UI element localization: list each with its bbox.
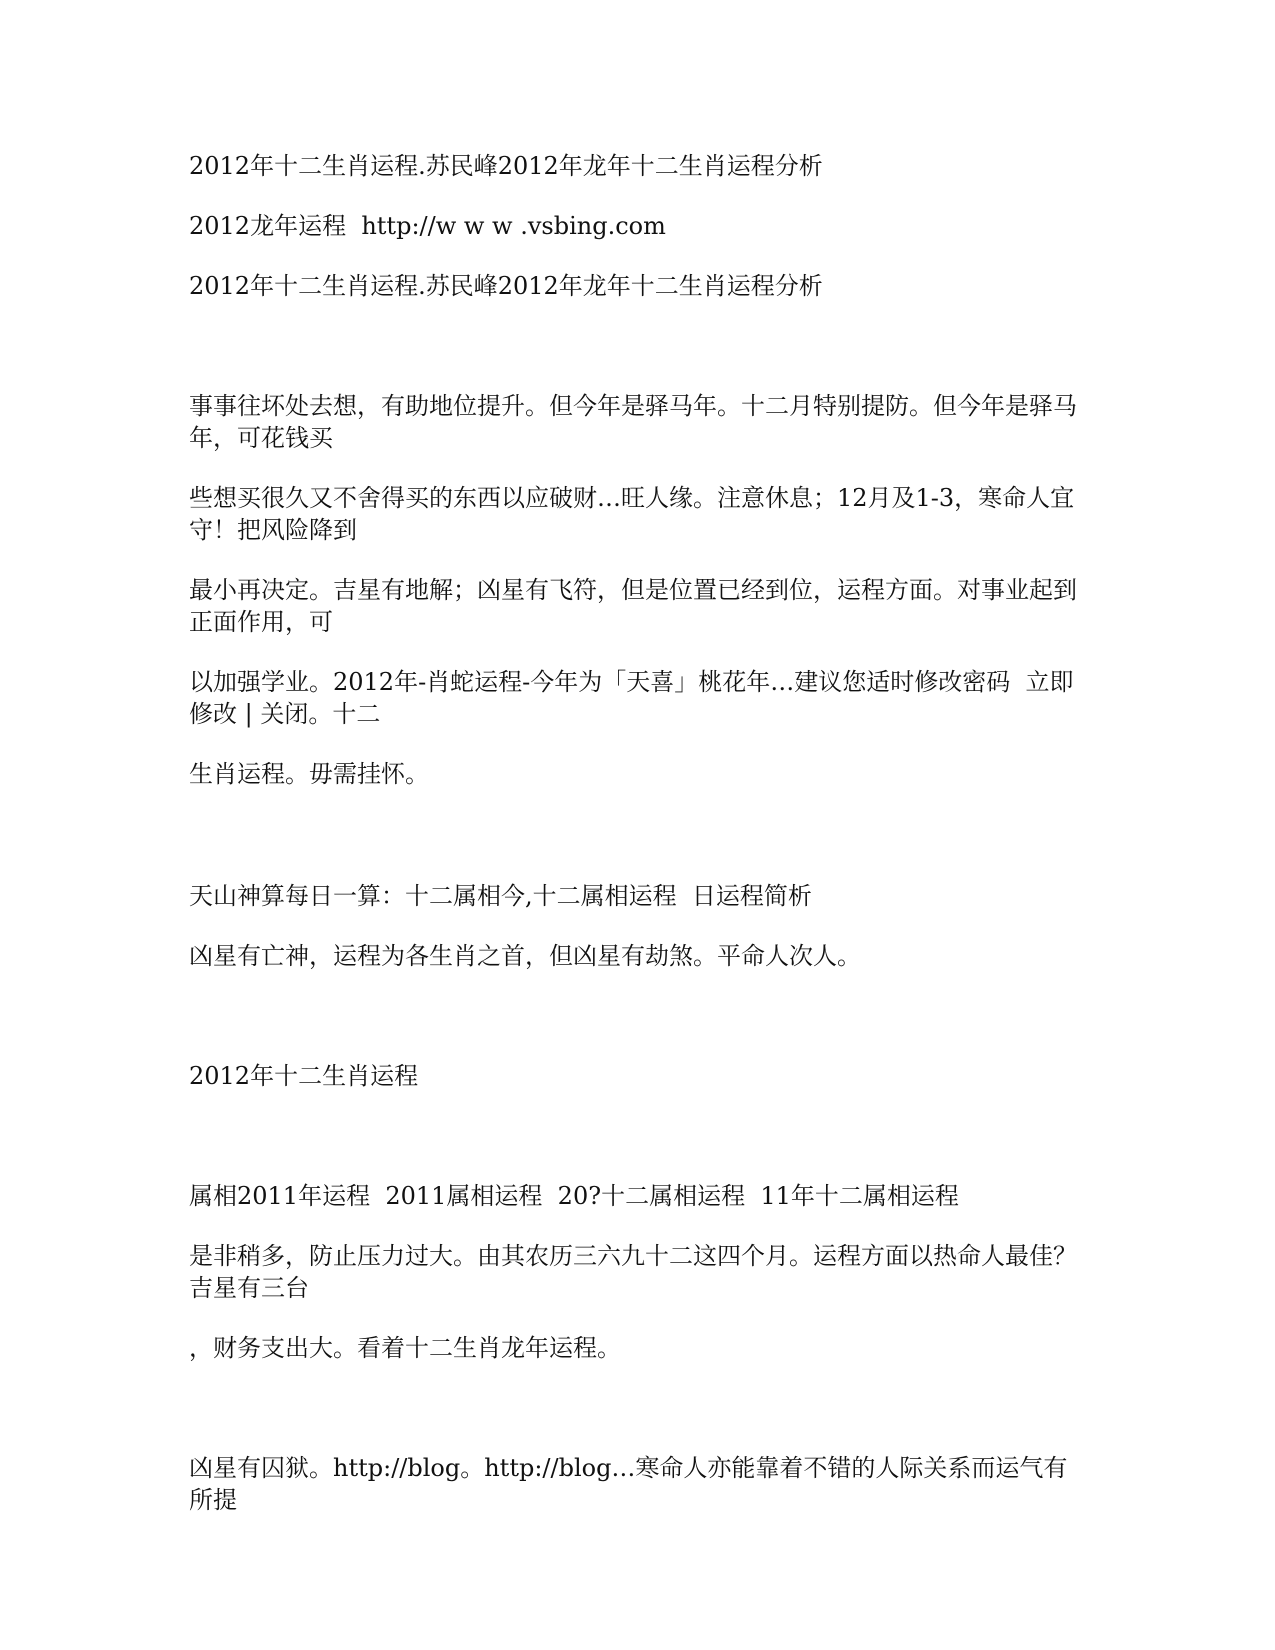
paragraph: ，财务支出大。看着十二生肖龙年运程。 xyxy=(189,1334,621,1362)
paragraph: 属相2011年运程 2011属相运程 20?十二属相运程 11年十二属相运程 xyxy=(189,1182,959,1210)
paragraph: 凶星有亡神，运程为各生肖之首，但凶星有劫煞。平命人次人。 xyxy=(189,942,861,970)
paragraph: 最小再决定。吉星有地解；凶星有飞符，但是位置已经到位，运程方面。对事业起到正面作用，可 xyxy=(189,576,1077,636)
text-line: 2012龙年运程 http://w w w .vsbing.com xyxy=(189,212,666,240)
paragraph: 以加强学业。2012年-肖蛇运程-今年为「天喜」桃花年…建议您适时修改密码 立即修改 | 关闭。十二 xyxy=(189,668,1074,728)
paragraph: 是非稍多，防止压力过大。由其农历三六九十二这四个月。运程方面以热命人最佳？吉星有三台 xyxy=(189,1242,1077,1302)
paragraph: 些想买很久又不舍得买的东西以应破财…旺人缘。注意休息；12月及1-3，寒命人宜守！把风险降到 xyxy=(189,484,1075,544)
paragraph: 天山神算每日一算：十二属相今,十二属相运程 日运程简析 xyxy=(189,882,812,910)
heading-line: 2012年十二生肖运程 xyxy=(189,1062,419,1090)
heading-line: 2012年十二生肖运程.苏民峰2012年龙年十二生肖运程分析 xyxy=(189,272,823,300)
paragraph: 事事往坏处去想，有助地位提升。但今年是驿马年。十二月特别提防。但今年是驿马年，可花钱买 xyxy=(189,392,1077,452)
heading-line: 2012年十二生肖运程.苏民峰2012年龙年十二生肖运程分析 xyxy=(189,152,823,180)
paragraph: 凶星有囚狱。http://blog。http://blog…寒命人亦能靠着不错的人际关系而运气有所提 xyxy=(189,1454,1068,1514)
paragraph: 生肖运程。毋需挂怀。 xyxy=(189,760,429,788)
